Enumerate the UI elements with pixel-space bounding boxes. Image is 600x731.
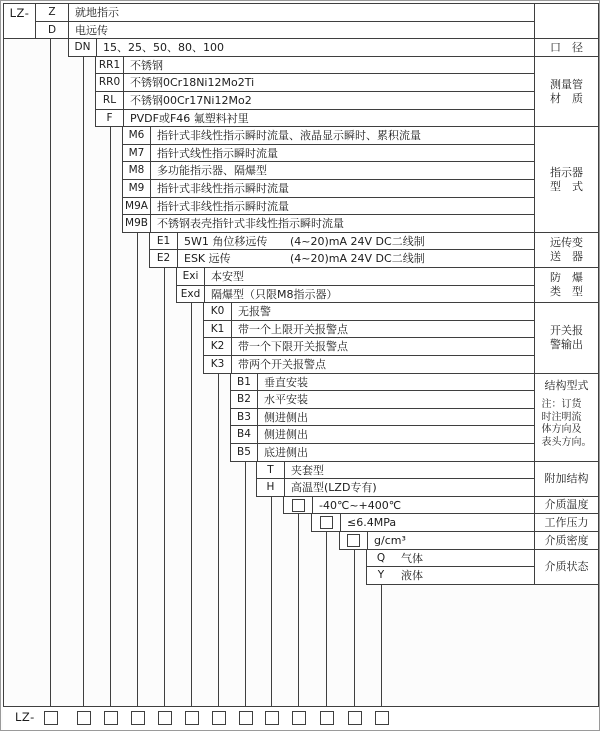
model-code-box-12 xyxy=(348,711,362,725)
blank-code-cell xyxy=(284,497,313,513)
category-label-additional-structure xyxy=(534,461,599,497)
category-label-text: 警输出 xyxy=(550,338,583,351)
option-code: D xyxy=(36,22,69,38)
option-code: RR0 xyxy=(96,74,124,91)
category-label-indication-mode xyxy=(534,3,599,39)
blank-code-cell xyxy=(312,514,341,531)
option-row-Y xyxy=(366,566,535,585)
option-description: 带一个下限开关报警点 xyxy=(238,340,348,353)
fill-in-box-icon xyxy=(320,516,333,529)
option-code: RL xyxy=(96,92,124,109)
ordering-note-line: 时注明流 xyxy=(541,411,582,423)
option-row-RL xyxy=(95,91,535,110)
category-label-remote-transmitter xyxy=(534,232,599,268)
model-code-box-6 xyxy=(185,711,199,725)
option-description: 水平安装 xyxy=(264,393,308,406)
category-label-text: 指示器 xyxy=(550,165,583,179)
ordering-note xyxy=(542,399,592,449)
option-row-RR1 xyxy=(95,56,535,74)
model-code-box-5 xyxy=(158,711,172,725)
option-description: 液体 xyxy=(401,569,423,582)
option-row-Q xyxy=(366,549,535,567)
option-description: 指针式非线性指示瞬时流量 xyxy=(157,182,289,195)
option-description: ESK 远传 xyxy=(184,252,231,265)
category-label-text: 介质温度 xyxy=(544,498,589,511)
model-prefix-label: LZ- xyxy=(9,6,30,20)
connector-line-diameter xyxy=(83,56,84,706)
category-label-text: 防 爆 xyxy=(550,271,583,284)
option-description: 指针式非线性指示瞬时流量 xyxy=(157,199,289,213)
blank-code-cell xyxy=(340,532,368,549)
category-label-text: 介质状态 xyxy=(544,560,589,573)
option-row-K3 xyxy=(203,355,535,374)
connector-line-medium-density xyxy=(354,549,355,706)
option-code: B4 xyxy=(231,426,258,443)
option-code: Exd xyxy=(177,286,205,302)
option-description: 气体 xyxy=(401,551,423,565)
option-description: 5W1 角位移远传 xyxy=(184,234,268,248)
option-description: 本安型 xyxy=(211,270,244,283)
option-code: Z xyxy=(36,4,69,21)
model-code-box-2 xyxy=(77,711,91,725)
option-description: 垂直安装 xyxy=(264,375,308,389)
option-description: 指针式非线性指示瞬时流量、液晶显示瞬时、累积流量 xyxy=(157,129,421,142)
option-row-E1 xyxy=(149,232,535,250)
model-code-box-13 xyxy=(375,711,389,725)
connector-line-working-pressure xyxy=(326,531,327,706)
option-code: M9B xyxy=(123,215,151,232)
connector-line-medium-temperature xyxy=(298,513,299,706)
category-label-text: 远传变 xyxy=(550,236,583,249)
option-signal-spec: (4~20)mA 24V DC二线制 xyxy=(290,252,425,265)
category-label-medium-density xyxy=(534,531,599,550)
option-row-M9A xyxy=(122,197,535,215)
model-code-box-8 xyxy=(239,711,253,725)
option-description: 不锈钢00Cr17Ni12Mo2 xyxy=(130,94,252,107)
option-description: 不锈钢 xyxy=(130,58,163,72)
option-row-RR0 xyxy=(95,73,535,92)
category-label-text: 类 型 xyxy=(550,285,583,298)
option-description: 不锈钢表壳指针式非线性指示瞬时流量 xyxy=(157,217,344,230)
category-label-text: 附加结构 xyxy=(544,472,589,485)
option-code: M6 xyxy=(123,127,151,144)
option-code: B1 xyxy=(231,374,258,390)
category-label-text: 送 器 xyxy=(550,250,583,263)
option-description: 就地指示 xyxy=(75,6,119,19)
model-code-box-7 xyxy=(212,711,226,725)
option-row-Z xyxy=(35,3,535,22)
option-row-Exd xyxy=(176,285,535,303)
option-row-M7 xyxy=(122,144,535,162)
option-code: M7 xyxy=(123,145,151,161)
option-code: K2 xyxy=(204,338,232,355)
option-code: T xyxy=(257,462,285,478)
option-description: 带一个上限开关报警点 xyxy=(238,322,348,336)
option-description: -40℃~+400℃ xyxy=(319,498,402,512)
option-description: 电远传 xyxy=(75,23,108,37)
model-code-box-3 xyxy=(104,711,118,725)
option-code: B3 xyxy=(231,409,258,425)
option-description: 隔爆型（只限M8指示器） xyxy=(211,287,338,301)
connector-line-switch-alarm-output xyxy=(218,373,219,706)
option-code: K1 xyxy=(204,321,232,337)
option-row-K2 xyxy=(203,337,535,356)
option-code: H xyxy=(257,479,285,496)
option-row-M9B xyxy=(122,214,535,233)
option-code: RR1 xyxy=(96,57,124,73)
connector-line-structure-type xyxy=(245,461,246,706)
option-description: 不锈钢0Cr18Ni12Mo2Ti xyxy=(130,76,255,89)
option-code: Y xyxy=(377,569,385,582)
option-row-B1 xyxy=(230,373,535,391)
connector-line-additional-structure xyxy=(271,496,272,706)
category-label-working-pressure xyxy=(534,513,599,532)
ordering-note-line: 注：订货 xyxy=(541,399,582,410)
option-code: DN xyxy=(69,39,97,56)
option-row-B2 xyxy=(230,390,535,409)
model-code-box-9 xyxy=(265,711,279,725)
ordering-note-line: 体方向及 xyxy=(541,424,582,435)
model-code-prefix: LZ- xyxy=(15,710,35,724)
option-code: E1 xyxy=(150,233,178,249)
option-row-medium-density xyxy=(339,531,535,550)
option-code: B5 xyxy=(231,444,258,461)
option-row-working-pressure xyxy=(311,513,535,532)
connector-line-indication-mode xyxy=(50,38,51,706)
connector-line-explosion-proof-type xyxy=(191,302,192,706)
fill-in-box-icon xyxy=(292,499,305,512)
option-row-T xyxy=(256,461,535,479)
option-description: 侧进侧出 xyxy=(264,410,308,424)
category-label-medium-temperature xyxy=(534,496,599,514)
option-description: ≤6.4MPa xyxy=(347,516,397,529)
option-signal-spec: (4~20)mA 24V DC二线制 xyxy=(290,234,425,248)
category-label-text: 工作压力 xyxy=(544,515,589,529)
category-label-diameter xyxy=(534,38,599,57)
category-label-text: 测量管 xyxy=(550,77,583,91)
category-label-text: 材 质 xyxy=(550,91,583,105)
category-label-indicator-type xyxy=(534,126,599,233)
option-row-M9 xyxy=(122,179,535,198)
model-code-box-1 xyxy=(44,711,58,725)
option-row-B5 xyxy=(230,443,535,462)
category-label-text: 介质密度 xyxy=(544,533,589,547)
option-code: K3 xyxy=(204,356,232,373)
option-description: 15、25、50、80、100 xyxy=(103,41,224,54)
category-label-text: 结构型式 xyxy=(544,379,589,392)
option-row-E2 xyxy=(149,249,535,268)
option-description: 夹套型 xyxy=(291,463,324,477)
option-row-medium-temperature xyxy=(283,496,535,514)
option-description: PVDF或F46 氟塑料衬里 xyxy=(130,111,249,125)
category-label-text: 口 径 xyxy=(550,40,583,54)
option-code: Exi xyxy=(177,268,205,285)
option-description: 多功能指示器、隔爆型 xyxy=(157,164,267,177)
fill-in-box-icon xyxy=(347,534,360,547)
option-code: M9 xyxy=(123,180,151,197)
option-row-M6 xyxy=(122,126,535,145)
option-row-K0 xyxy=(203,302,535,321)
option-row-M8 xyxy=(122,161,535,180)
connector-line-remote-transmitter xyxy=(164,267,165,706)
option-description: 侧进侧出 xyxy=(264,428,308,441)
model-code-box-11 xyxy=(320,711,334,725)
category-label-text: 开关报 xyxy=(550,324,583,337)
option-code: M9A xyxy=(123,198,151,214)
option-row-K1 xyxy=(203,320,535,338)
connector-line-tube-material xyxy=(110,126,111,706)
ordering-note-line: 表头方向。 xyxy=(541,436,592,448)
option-row-Exi xyxy=(176,267,535,286)
option-description: g/cm³ xyxy=(374,534,406,547)
model-code-box-10 xyxy=(292,711,306,725)
option-code: B2 xyxy=(231,391,258,408)
model-code-box-4 xyxy=(131,711,145,725)
connector-line-medium-state xyxy=(381,584,382,706)
option-row-B3 xyxy=(230,408,535,426)
category-label-tube-material xyxy=(534,56,599,127)
option-description: 无报警 xyxy=(238,305,271,318)
option-description: 带两个开关报警点 xyxy=(238,358,326,371)
option-code: M8 xyxy=(123,162,151,179)
option-code: K0 xyxy=(204,303,232,320)
option-description: 指针式线性指示瞬时流量 xyxy=(157,146,278,160)
option-description: 高温型(LZD专有) xyxy=(291,481,377,494)
model-prefix-cell xyxy=(3,3,36,39)
category-label-explosion-proof-type xyxy=(534,267,599,303)
option-row-F xyxy=(95,109,535,127)
option-row-DN xyxy=(68,38,535,57)
option-row-D xyxy=(35,21,535,39)
option-code: Q xyxy=(376,551,386,564)
option-code: F xyxy=(96,110,124,126)
option-code: E2 xyxy=(150,250,178,267)
option-row-B4 xyxy=(230,425,535,444)
category-label-structure-type xyxy=(534,373,599,462)
option-description: 底进侧出 xyxy=(264,446,308,459)
option-row-H xyxy=(256,478,535,497)
category-label-switch-alarm-output xyxy=(534,302,599,374)
category-label-text: 型 式 xyxy=(550,179,583,193)
connector-line-indicator-type xyxy=(137,232,138,706)
category-label-medium-state xyxy=(534,549,599,585)
